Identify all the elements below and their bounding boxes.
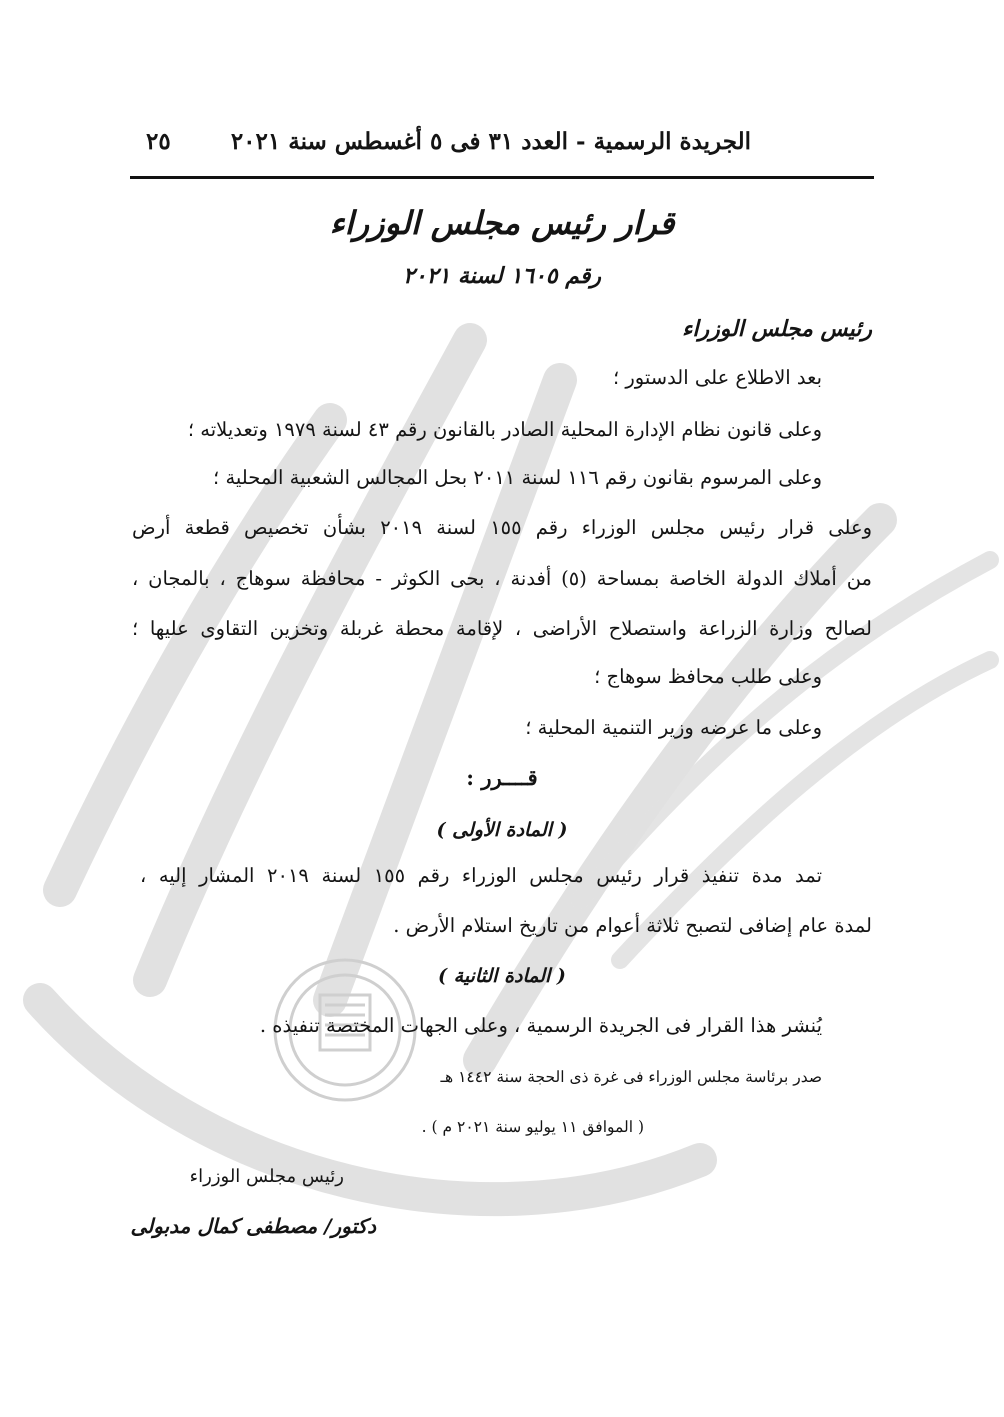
decided-heading: قــــرر : bbox=[466, 765, 538, 790]
issue-date-hijri: صدر برئاسة مجلس الوزراء فى غرة ذى الحجة سنة ١٤٤٢ هـ bbox=[440, 1068, 822, 1086]
decree-issuer: رئيس مجلس الوزراء bbox=[682, 316, 872, 342]
page-number: ٢٥ bbox=[146, 128, 171, 155]
preamble-line: وعلى ما عرضه وزير التنمية المحلية ؛ bbox=[525, 716, 822, 739]
article-1-heading: ( المادة الأولى ) bbox=[436, 819, 568, 841]
preamble-line: وعلى قرار رئيس مجلس الوزراء رقم ١٥٥ لسنة ٢٠١٩ بشأن تخصيص قطعة أرض bbox=[132, 516, 873, 539]
header-divider bbox=[130, 176, 874, 179]
signatory-title: رئيس مجلس الوزراء bbox=[189, 1166, 344, 1187]
preamble-line: من أملاك الدولة الخاصة بمساحة (٥) أفدنة ، بحى الكوثر - محافظة سوهاج ، بالمجان ، bbox=[132, 567, 872, 590]
article-2-text: يُنشر هذا القرار فى الجريدة الرسمية ، وعلى الجهات المختصة تنفيذه . bbox=[259, 1014, 822, 1037]
preamble-line: لصالح وزارة الزراعة واستصلاح الأراضى ، لإقامة محطة غربلة وتخزين التقاوى عليها ؛ bbox=[132, 617, 872, 640]
signatory-name: دكتور/ مصطفى كمال مدبولى bbox=[130, 1214, 376, 1238]
issue-date-gregorian: ( الموافق ١١ يوليو سنة ٢٠٢١ م ) . bbox=[421, 1118, 644, 1136]
preamble-line: وعلى قانون نظام الإدارة المحلية الصادر بالقانون رقم ٤٣ لسنة ١٩٧٩ وتعديلاته ؛ bbox=[187, 418, 822, 441]
article-1-line: لمدة عام إضافى لتصبح ثلاثة أعوام من تاريخ استلام الأرض . bbox=[393, 914, 872, 937]
decree-title: قرار رئيس مجلس الوزراء bbox=[329, 204, 675, 242]
preamble-line: بعد الاطلاع على الدستور ؛ bbox=[612, 366, 822, 389]
preamble-line: وعلى طلب محافظ سوهاج ؛ bbox=[594, 665, 822, 688]
decree-number: رقم ١٦٠٥ لسنة ٢٠٢١ bbox=[402, 263, 602, 289]
article-2-heading: ( المادة الثانية ) bbox=[438, 965, 566, 987]
article-1-line: تمد مدة تنفيذ قرار رئيس مجلس الوزراء رقم ١٥٥ لسنة ٢٠١٩ المشار إليه ، bbox=[140, 864, 822, 887]
gazette-header-title: الجريدة الرسمية - العدد ٣١ فى ٥ أغسطس سنة ٢٠٢١ bbox=[230, 128, 751, 155]
preamble-line: وعلى المرسوم بقانون رقم ١١٦ لسنة ٢٠١١ بحل المجالس الشعبية المحلية ؛ bbox=[213, 466, 822, 489]
